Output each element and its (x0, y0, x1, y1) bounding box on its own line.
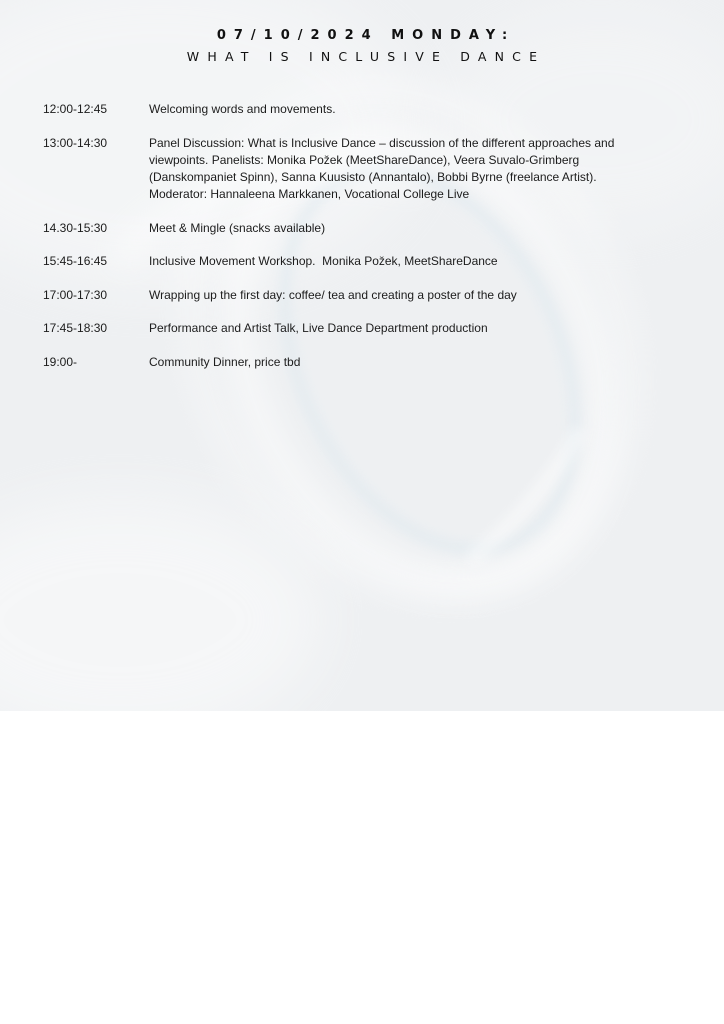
schedule-row (43, 320, 643, 337)
schedule-row (43, 253, 643, 270)
schedule-time: 17:00-17:30 (43, 288, 108, 302)
schedule-time: 14.30-15:30 (43, 221, 108, 235)
schedule-list (43, 101, 643, 371)
schedule-time: 13:00-14:30 (43, 136, 108, 150)
schedule-description: Meet & Mingle (snacks available) (149, 221, 326, 235)
schedule-row (43, 287, 643, 304)
schedule-description: Panel Discussion: What is Inclusive Dance – discussion of the different approaches and viewpoints. Panelists: Monika Požek (MeetShareDance), Veera Suvalo-Grimberg (Danskompaniet Spinn), Sanna Kuusisto (Annantalo), Bobbi Byrne (freelance Artist). Moderator: Hannaleena Markkanen, Vocational College Live (149, 136, 615, 201)
schedule-time: 15:45-16:45 (43, 254, 108, 268)
page-header (0, 26, 724, 67)
schedule-row (43, 354, 643, 371)
schedule-time: 12:00-12:45 (43, 102, 108, 116)
schedule-description: Wrapping up the first day: coffee/ tea and creating a poster of the day (149, 288, 517, 302)
day-title: WHAT IS INCLUSIVE DANCE (186, 49, 546, 64)
schedule-row (43, 220, 643, 237)
schedule-row (43, 101, 643, 118)
date-heading: 07/10/2024 MONDAY: (216, 28, 516, 43)
schedule-description: Community Dinner, price tbd (149, 355, 301, 369)
schedule-description: Performance and Artist Talk, Live Dance Department production (149, 321, 488, 335)
schedule-description: Welcoming words and movements. (149, 102, 336, 116)
schedule-time: 19:00- (43, 355, 78, 369)
schedule-row (43, 135, 643, 203)
schedule-time: 17:45-18:30 (43, 321, 108, 335)
schedule-description: Inclusive Movement Workshop. Monika Požek, MeetShareDance (149, 254, 498, 268)
